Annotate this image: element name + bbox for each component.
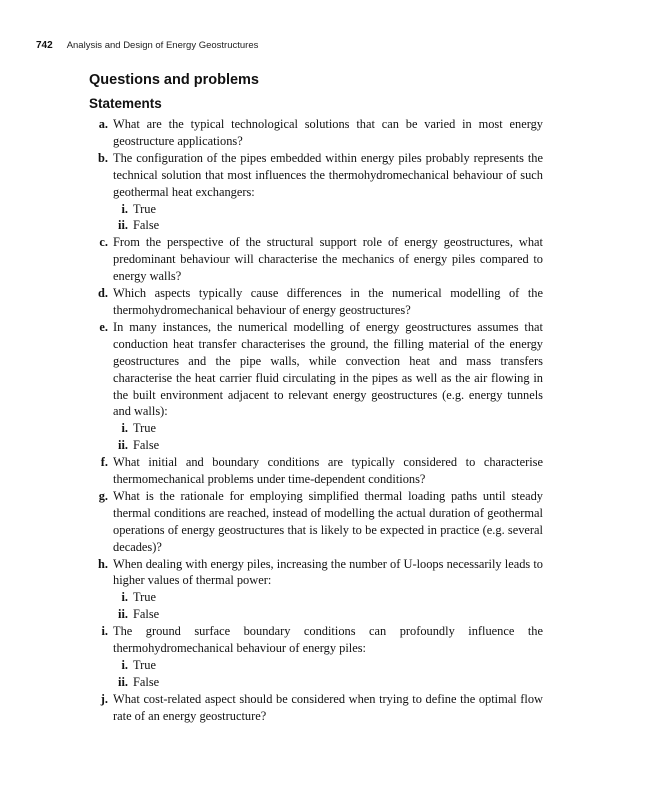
question-label: h.: [98, 556, 108, 571]
question-label: i.: [101, 624, 108, 639]
question-text: What initial and boundary conditions are typically considered to characterise thermomechanical problems under time-dependent conditions?: [113, 455, 543, 487]
section-title: Questions and problems: [89, 72, 259, 88]
option-true: [113, 589, 543, 606]
option-label: ii.: [118, 674, 128, 689]
question-label: j.: [100, 691, 108, 706]
option-text: True: [133, 201, 156, 216]
option-text: True: [133, 590, 156, 605]
option-true: [113, 420, 543, 437]
main-content: [89, 68, 543, 725]
option-label: i.: [121, 201, 128, 216]
question-a: [89, 116, 543, 150]
option-text: False: [133, 438, 160, 453]
option-text: False: [133, 674, 160, 689]
option-label: i.: [121, 658, 128, 672]
book-title: Analysis and Design of Energy Geostructures: [66, 40, 259, 51]
question-label: g.: [98, 488, 108, 503]
option-list: [113, 589, 543, 623]
question-label: f.: [100, 455, 108, 470]
page-number: 742: [36, 40, 53, 51]
question-h: [89, 556, 543, 624]
question-b: [89, 150, 543, 235]
question-j: [89, 691, 543, 725]
question-text: What cost-related aspect should be considered when trying to define the optimal flow rate of an energy geostructure?: [113, 691, 543, 723]
option-label: ii.: [118, 438, 128, 453]
option-text: True: [133, 658, 156, 672]
question-text: The ground surface boundary conditions can profoundly influence the thermohydromechanical behaviour of energy piles:: [113, 624, 543, 656]
question-d: [89, 285, 543, 319]
option-label: ii.: [118, 607, 128, 622]
option-text: False: [133, 218, 160, 233]
option-label: i.: [121, 590, 128, 605]
option-list: [113, 420, 543, 454]
option-true: [113, 657, 543, 674]
question-text: The configuration of the pipes embedded within energy piles probably represents the technical solution that most influences the thermohydromechanical behaviour of such geothermal heat exchangers:: [113, 150, 543, 199]
option-text: True: [133, 421, 156, 436]
question-label: d.: [98, 286, 108, 301]
question-label: e.: [99, 319, 108, 334]
question-list: [89, 116, 543, 725]
option-false: [113, 217, 543, 234]
question-text: When dealing with energy piles, increasing the number of U-loops necessarily leads to higher values of thermal power:: [113, 556, 543, 588]
question-label: a.: [98, 117, 108, 131]
option-false: [113, 674, 543, 691]
question-text: From the perspective of the structural support role of energy geostructures, what predominant behaviour will characterise the mechanics of energy piles compared to energy walls?: [113, 235, 543, 284]
question-i: [89, 623, 543, 691]
question-text: Which aspects typically cause differences in the numerical modelling of the thermohydromechanical behaviour of energy geostructures?: [113, 286, 543, 317]
question-e: [89, 319, 543, 454]
option-false: [113, 437, 543, 454]
option-label: i.: [121, 421, 128, 436]
question-f: [89, 454, 543, 488]
running-head: [36, 40, 258, 51]
question-text: What are the typical technological solutions that can be varied in most energy geostructure applications?: [113, 117, 543, 148]
question-text: In many instances, the numerical modelling of energy geostructures assumes that conduction heat transfer characterises the ground, the filling material of the energy geostructures and the pipe walls, while convection heat and mass transfers characterise the heat carrier fluid circulating in the pipes as well as the air flowing in the built environment adjacent to relevant energy geostructures (e.g. energy tunnels and walls):: [113, 319, 543, 419]
option-list: [113, 657, 543, 691]
option-true: [113, 201, 543, 218]
option-label: ii.: [118, 218, 128, 233]
option-false: [113, 606, 543, 623]
question-label: c.: [99, 235, 108, 250]
question-text: What is the rationale for employing simplified thermal loading paths until steady thermal conditions are reached, instead of modelling the actual duration of geothermal operations of energy geostructures that is likely to be expected in practice (e.g. several decades)?: [113, 488, 543, 554]
question-g: [89, 488, 543, 556]
subsection-title: Statements: [89, 96, 162, 111]
option-text: False: [133, 607, 160, 622]
option-list: [113, 201, 543, 235]
question-label: b.: [98, 150, 108, 165]
question-c: [89, 234, 543, 285]
